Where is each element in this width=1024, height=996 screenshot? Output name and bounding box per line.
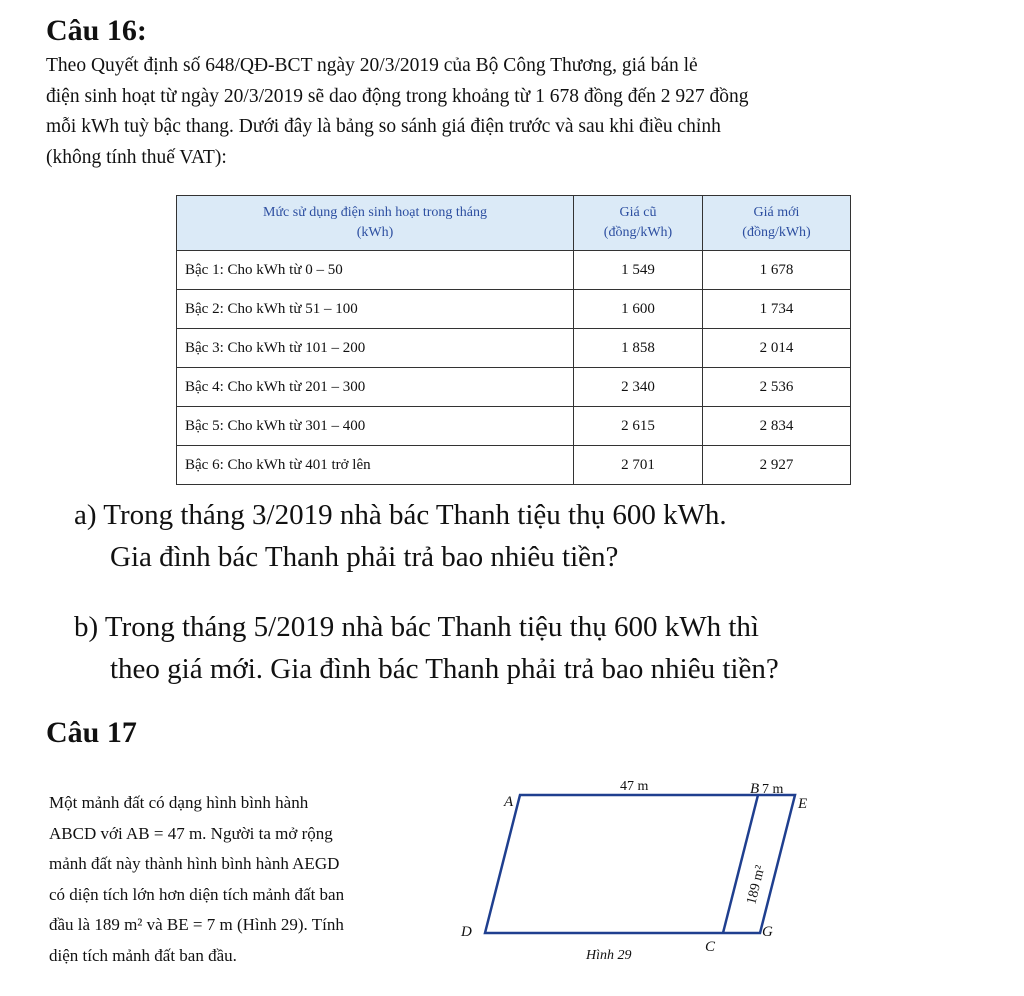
intro-line: (không tính thuế VAT): [46,146,227,168]
table-row [177,251,851,290]
table-header-row [177,196,851,251]
table-row [177,290,851,329]
column-header-new-price: Giá mới (đồng/kWh) [703,196,851,251]
tier-cell: Bậc 3: Cho kWh từ 101 – 200 [177,329,574,368]
label-D: D [461,924,472,940]
new-price-cell: 2 927 [703,446,851,485]
table-row [177,407,851,446]
segment-BC [723,795,758,933]
new-price-cell: 1 734 [703,290,851,329]
figure-caption: Hình 29 [586,948,632,963]
new-price-cell: 1 678 [703,251,851,290]
new-price-cell: 2 536 [703,368,851,407]
question-16-part-a [74,494,727,578]
q17-line: đầu là 189 m² và BE = 7 m (Hình 29). Tính [49,915,344,934]
column-header-old-price: Giá cũ (đồng/kWh) [574,196,703,251]
q17-line: có diện tích lớn hơn diện tích mảnh đất ban [49,884,345,904]
tier-cell: Bậc 5: Cho kWh từ 301 – 400 [177,407,574,446]
q17-line: diện tích mảnh đất ban đầu. [49,945,237,965]
table-row [177,329,851,368]
old-price-cell: 1 549 [574,251,703,290]
label-G: G [762,924,773,940]
label-C: C [705,939,716,955]
parallelogram-AEGD [485,795,795,933]
intro-line: mỗi kWh tuỳ bậc thang. Dưới đây là bảng so sánh giá điện trước và sau khi điều chỉnh [46,116,721,137]
label-ab-length: 47 m [620,779,649,794]
new-price-cell: 2 014 [703,329,851,368]
label-A: A [504,794,514,810]
q17-line: mảnh đất này thành hình bình hành AEGD [49,854,340,873]
label-be-length: 7 m [762,782,784,797]
column-header-usage: Mức sử dụng điện sinh hoạt trong tháng (kWh) [177,196,574,251]
new-price-cell: 2 834 [703,407,851,446]
q17-line: Một mảnh đất có dạng hình bình hành [49,793,309,812]
part-b-line-2: theo giá mới. Gia đình bác Thanh phải trả bao nhiêu tiền? [110,653,779,685]
question-17-text [49,788,344,971]
part-a-line-2: Gia đình bác Thanh phải trả bao nhiêu tiền? [110,541,619,573]
tier-cell: Bậc 4: Cho kWh từ 201 – 300 [177,368,574,407]
old-price-cell: 1 858 [574,329,703,368]
intro-line: điện sinh hoạt từ ngày 20/3/2019 sẽ dao động trong khoảng từ 1 678 đồng đến 2 927 đồng [46,85,749,107]
label-B: B [750,781,760,797]
label-E: E [798,796,808,812]
question-16-part-b [74,606,779,690]
question-17-title: Câu 17 [46,716,137,749]
tier-cell: Bậc 2: Cho kWh từ 51 – 100 [177,290,574,329]
old-price-cell: 1 600 [574,290,703,329]
question-16-title: Câu 16: [46,14,147,47]
question-16-intro [46,51,749,173]
price-table [176,195,851,485]
old-price-cell: 2 340 [574,368,703,407]
label-area: 189 m² [744,863,769,906]
old-price-cell: 2 615 [574,407,703,446]
intro-line: Theo Quyết định số 648/QĐ-BCT ngày 20/3/2019 của Bộ Công Thương, giá bán lẻ [46,55,698,76]
old-price-cell: 2 701 [574,446,703,485]
tier-cell: Bậc 6: Cho kWh từ 401 trở lên [177,446,574,485]
part-b-line-1: b) Trong tháng 5/2019 nhà bác Thanh tiệu thụ 600 kWh thì [74,611,759,643]
table-row [177,446,851,485]
part-a-line-1: a) Trong tháng 3/2019 nhà bác Thanh tiệu thụ 600 kWh. [74,499,727,531]
q17-line: ABCD với AB = 47 m. Người ta mở rộng [49,823,333,843]
parallelogram-figure [440,770,840,970]
table-row [177,368,851,407]
tier-cell: Bậc 1: Cho kWh từ 0 – 50 [177,251,574,290]
